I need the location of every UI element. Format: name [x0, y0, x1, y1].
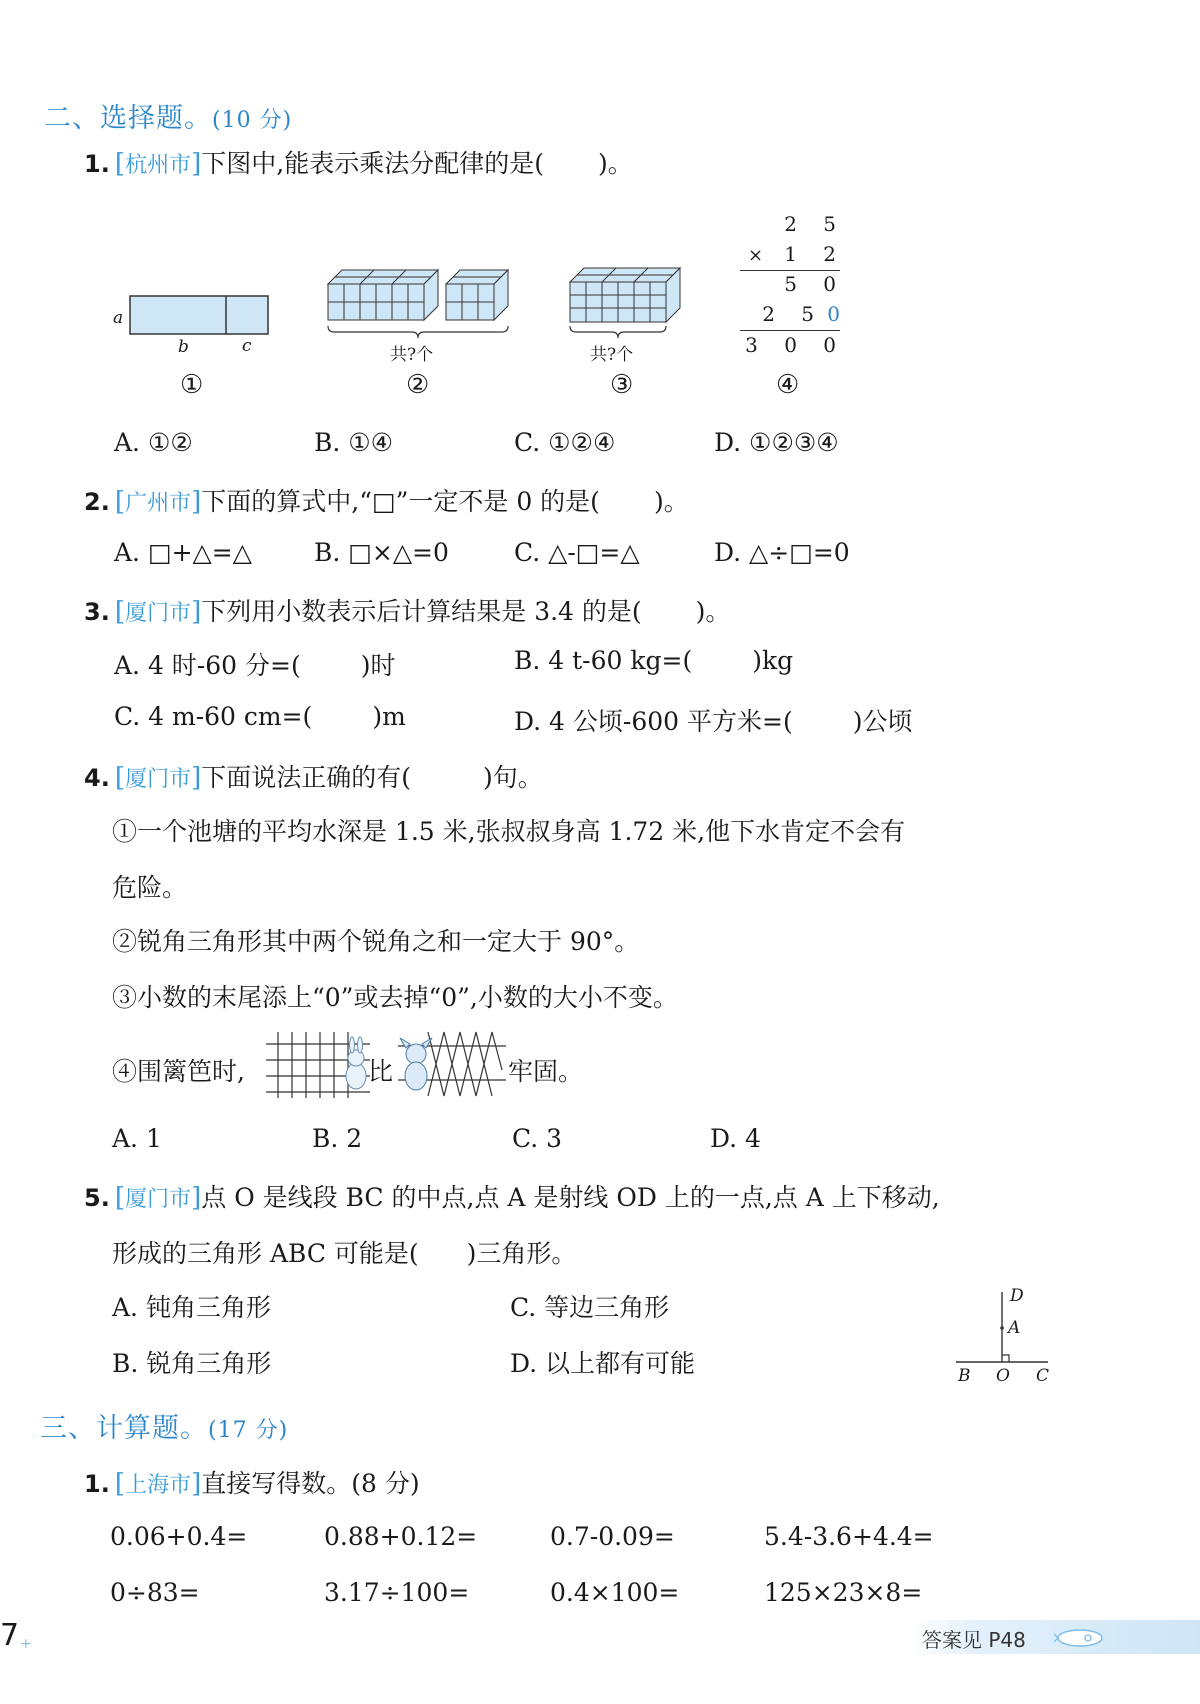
option-b[interactable]: B. □×△=0: [314, 538, 449, 567]
statement-2: ②锐角三角形其中两个锐角之和一定大于 90°。: [112, 927, 640, 956]
figure-caption: 共?个: [390, 345, 434, 365]
calc-item: 0.7-0.09=: [550, 1522, 675, 1551]
rectangle-diagram: [110, 294, 280, 344]
option-b[interactable]: B. ①④: [314, 428, 394, 457]
label-b: b: [178, 337, 189, 357]
question-number: 4.: [84, 764, 110, 792]
figure-label-2: ②: [406, 370, 430, 400]
option-d[interactable]: D. 4 公顷-600 平方米=( )公顷: [514, 707, 913, 736]
question-number: 5.: [84, 1184, 110, 1212]
option-d[interactable]: D. △÷□=0: [714, 538, 850, 567]
figure-caption: 共?个: [590, 345, 634, 365]
option-d[interactable]: D. ①②③④: [714, 428, 839, 457]
calc-item: 0÷83=: [110, 1578, 200, 1607]
section-points: (17 分): [208, 1418, 289, 1443]
source-city: 厦门市: [125, 767, 192, 792]
question-2: 2. [广州市]下面的算式中,“□”一定不是 0 的是( )。: [84, 487, 689, 517]
cube-blocks-diagram: [324, 262, 520, 340]
option-c[interactable]: C. 3: [512, 1124, 563, 1153]
question-number: 1.: [84, 150, 110, 178]
figure-cube-block: [566, 260, 686, 365]
option-c[interactable]: C. 4 m-60 cm=( )m: [114, 702, 406, 731]
calc-item: 0.4×100=: [550, 1578, 680, 1607]
option-c[interactable]: C. ①②④: [514, 428, 616, 457]
question-3: 3. [厦门市]下列用小数表示后计算结果是 3.4 的是( )。: [84, 597, 731, 627]
option-b[interactable]: B. 4 t-60 kg=( )kg: [514, 646, 794, 675]
question-number: 3.: [84, 598, 110, 626]
source-city: 厦门市: [125, 1187, 192, 1212]
section-title-text: 二、选择题。: [44, 103, 212, 134]
cube-block-diagram: [566, 260, 686, 340]
question-text: 下列用小数表示后计算结果是 3.4 的是(: [201, 597, 642, 626]
source-city: 厦门市: [125, 601, 192, 626]
question-text: 点 O 是线段 BC 的中点,点 A 是射线 OD 上的一点,点 A 上下移动,: [201, 1183, 940, 1212]
source-city: 上海市: [125, 1473, 192, 1498]
answer-reference: 答案见 P48: [922, 1628, 1026, 1652]
figure-label-1: ①: [180, 370, 204, 400]
option-d[interactable]: D. 4: [710, 1124, 761, 1153]
calc-item: 3.17÷100=: [324, 1578, 470, 1607]
option-b[interactable]: B. 2: [312, 1124, 363, 1153]
compare-word: 比: [368, 1057, 394, 1086]
grid-fence-icon: [266, 1030, 370, 1098]
option-a[interactable]: A. 4 时-60 分=( )时: [114, 651, 396, 680]
page-number: 7: [0, 1618, 20, 1653]
figure-vertical-multiplication: 2 5 × 1 2 5 0 2 5 0 3 0 0: [736, 212, 846, 362]
option-a[interactable]: A. □+△=△: [114, 538, 252, 567]
calc-item: 0.88+0.12=: [324, 1522, 478, 1551]
section-points: (10 分): [212, 108, 293, 133]
question-text: 下面说法正确的有(: [201, 763, 412, 792]
statement-1-cont: 危险。: [112, 873, 188, 902]
statement-3: ③小数的末尾添上“0”或去掉“0”,小数的大小不变。: [112, 983, 678, 1012]
calc-item: 5.4-3.6+4.4=: [764, 1522, 934, 1551]
figure-rectangle: [110, 280, 280, 360]
question-4: 4. [厦门市]下面说法正确的有( )句。: [84, 763, 543, 793]
calc-question-1: 1. [上海市]直接写得数。(8 分): [84, 1469, 420, 1499]
figure-ray-segment: D A B O C: [954, 1290, 1054, 1386]
section-title-choice: [44, 96, 292, 135]
question-1: 1. [杭州市]下图中,能表示乘法分配律的是( )。: [84, 149, 633, 179]
plus-mark-icon: +: [20, 1636, 32, 1652]
question-5: 5. [厦门市]点 O 是线段 BC 的中点,点 A 是射线 OD 上的一点,点 A 上下移动,: [84, 1183, 940, 1213]
question-text-cont: 形成的三角形 ABC 可能是( )三角形。: [112, 1239, 577, 1268]
section-title-text: 三、计算题。: [40, 1413, 208, 1444]
triangle-fence-icon: [398, 1030, 506, 1098]
calc-item: 0.06+0.4=: [110, 1522, 248, 1551]
figure-label-4: ④: [776, 370, 800, 400]
question-text: 直接写得数。(8 分): [201, 1469, 420, 1498]
option-c[interactable]: C. 等边三角形: [510, 1293, 670, 1322]
label-a: a: [113, 308, 124, 328]
option-a[interactable]: A. ①②: [114, 428, 193, 457]
option-a[interactable]: A. 1: [112, 1124, 162, 1153]
source-city: 广州市: [125, 491, 192, 516]
option-a[interactable]: A. 钝角三角形: [112, 1293, 271, 1322]
calc-item: 125×23×8=: [764, 1578, 923, 1607]
statement-4: ④围篱笆时,: [112, 1057, 245, 1086]
option-d[interactable]: D. 以上都有可能: [510, 1349, 696, 1378]
question-number: 1.: [84, 1470, 110, 1498]
rocket-icon: [1054, 1626, 1110, 1650]
question-number: 2.: [84, 488, 110, 516]
section-title-calculation: [40, 1406, 288, 1445]
question-text: 下图中,能表示乘法分配律的是(: [201, 149, 544, 178]
statement-1: ①一个池塘的平均水深是 1.5 米,张叔叔身高 1.72 米,他下水肯定不会有: [112, 817, 906, 846]
source-city: 杭州市: [125, 153, 192, 178]
figure-two-cube-blocks: [324, 262, 520, 365]
statement-4-end: 牢固。: [508, 1057, 584, 1086]
option-b[interactable]: B. 锐角三角形: [112, 1349, 272, 1378]
question-text: 下面的算式中,“□”一定不是 0 的是(: [201, 487, 600, 516]
option-c[interactable]: C. △-□=△: [514, 538, 640, 567]
figure-label-3: ③: [610, 370, 634, 400]
label-c: c: [242, 336, 252, 356]
